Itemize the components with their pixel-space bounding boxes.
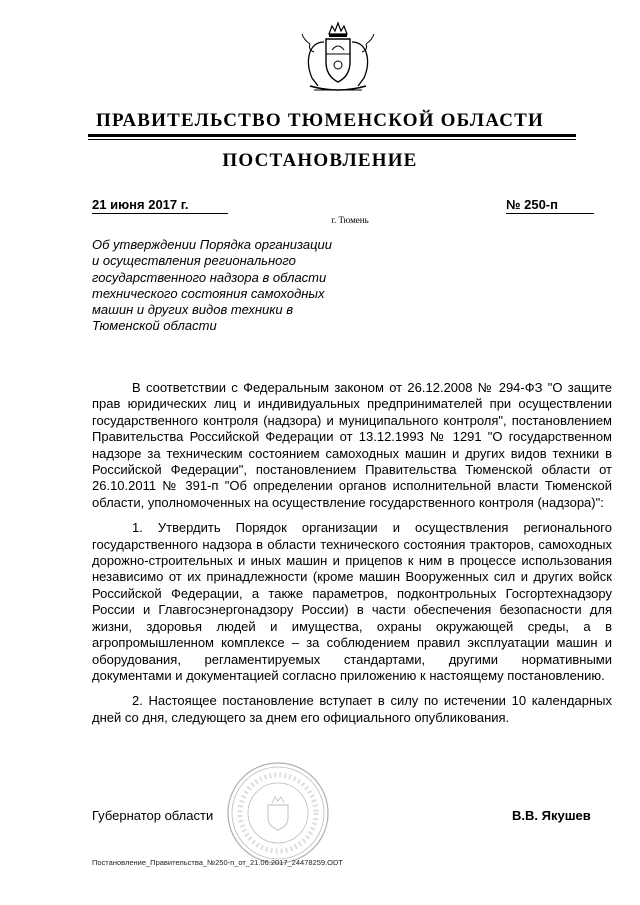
preamble-paragraph: В соответствии с Федеральным законом от 26.12.2008 № 294-ФЗ "О защите прав юридических лиц и индивидуальных предпринимателей при осуществлении государственного контроля (надзора) и муниципального контроля", постановлением Правительства Российской Федерации от 13.12.1993 № 1291 "О государственном надзоре за техническим состоянием самоходных машин и других видов техники в Российской Федерации", постановлением Правительства Тюменской области от 26.10.2011 № 391-п "Об определении органов исполнительной власти Тюменской области, уполномоченных на осуществление государственного контроля (надзора)": xyxy=(92,380,612,510)
clause-1-paragraph: 1. Утвердить Порядок организации и осуществления регионального государственного надзора в области технического состояния тракторов, самоходных дорожно-строительных и иных машин и прицепов к ним в процессе использования независимо от их принадлежности (кроме машин Вооруженных сил и других войск Российской Федерации, а также параметров, подконтрольных Госгортехнадзору России и Главгосэнергонадзору России) в части обеспечения безопасности для жизни, здоровья людей и имущества, охраны окружающей среды, а в агропромышленном комплексе – за соблюдением правил эксплуатации машин и оборудования, регламентируемых стандартами, другими нормативными документами и документацией согласно приложению к настоящему постановлению. xyxy=(92,520,612,683)
document-number: № 250-п xyxy=(506,197,594,214)
official-seal-icon xyxy=(225,760,331,866)
coat-of-arms-icon xyxy=(296,20,380,98)
header-divider xyxy=(88,134,576,140)
document-subject: Об утверждении Порядка организации и осуществления регионального государственного надзора в области технического состояния самоходных машин и других видов техники в Тюменской области xyxy=(92,237,332,334)
signatory-name: В.В. Якушев xyxy=(512,808,591,823)
document-body xyxy=(92,380,612,735)
document-date: 21 июня 2017 г. xyxy=(92,197,228,214)
file-name-footer: Постановление_Правительства_№250-п_от_21.06.2017_24478259.ODT xyxy=(92,858,343,867)
document-city: г. Тюмень xyxy=(331,215,369,225)
signatory-position: Губернатор области xyxy=(92,808,214,823)
clause-2-paragraph: 2. Настоящее постановление вступает в силу по истечении 10 календарных дней со дня, следующего за днем его официального опубликования. xyxy=(92,693,612,725)
document-type: ПОСТАНОВЛЕНИЕ xyxy=(222,150,418,171)
government-title: ПРАВИТЕЛЬСТВО ТЮМЕНСКОЙ ОБЛАСТИ xyxy=(95,110,545,131)
